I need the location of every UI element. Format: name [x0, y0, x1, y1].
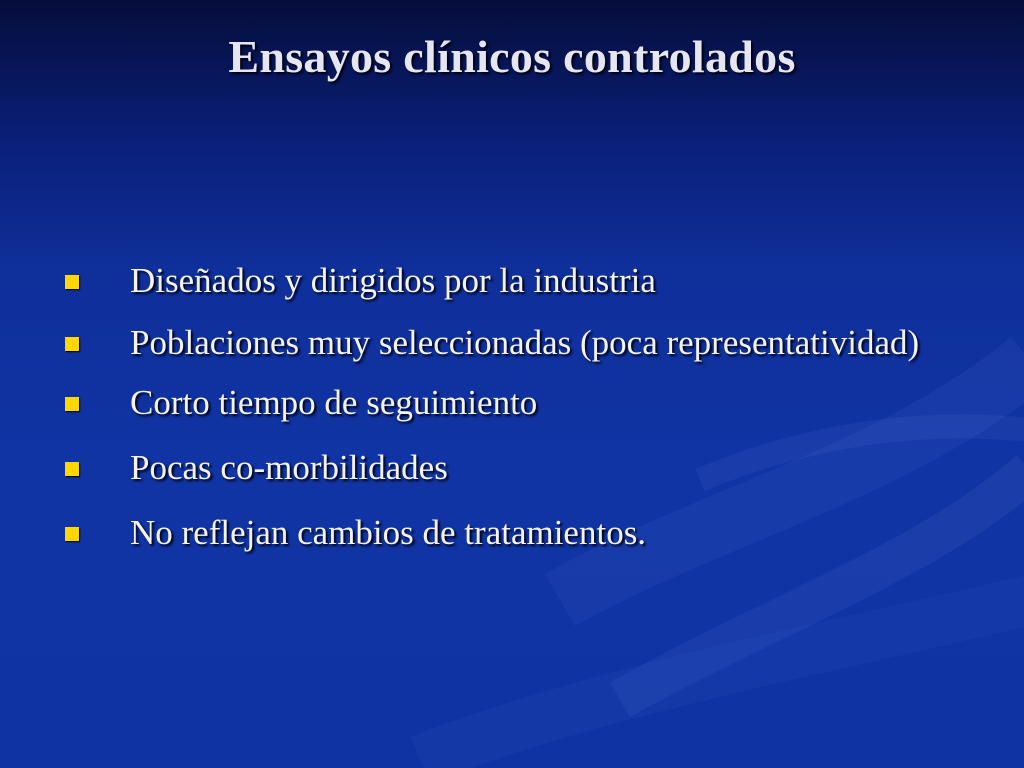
yellow-square-bullet-icon [65, 337, 79, 351]
yellow-square-bullet-icon [65, 462, 79, 476]
bullet-text: No reflejan cambios de tratamientos. [130, 513, 647, 552]
bullet-text: Diseñados y dirigidos por la industria [130, 261, 656, 300]
yellow-square-bullet-icon [65, 397, 79, 411]
bullet-text: Pocas co-morbilidades [130, 448, 448, 487]
slide-title: Ensayos clínicos controlados [228, 31, 796, 82]
bullet-text: Corto tiempo de seguimiento [130, 383, 538, 422]
bullet-item [60, 504, 940, 561]
bullet-list [60, 252, 940, 569]
bullet-item [60, 374, 940, 431]
yellow-square-bullet-icon [65, 275, 79, 289]
bullet-item [60, 317, 940, 368]
bullet-text: Poblaciones muy seleccionadas (poca representatividad) [130, 323, 920, 362]
bullet-item [60, 252, 940, 309]
bullet-item [60, 439, 940, 496]
yellow-square-bullet-icon [65, 527, 79, 541]
